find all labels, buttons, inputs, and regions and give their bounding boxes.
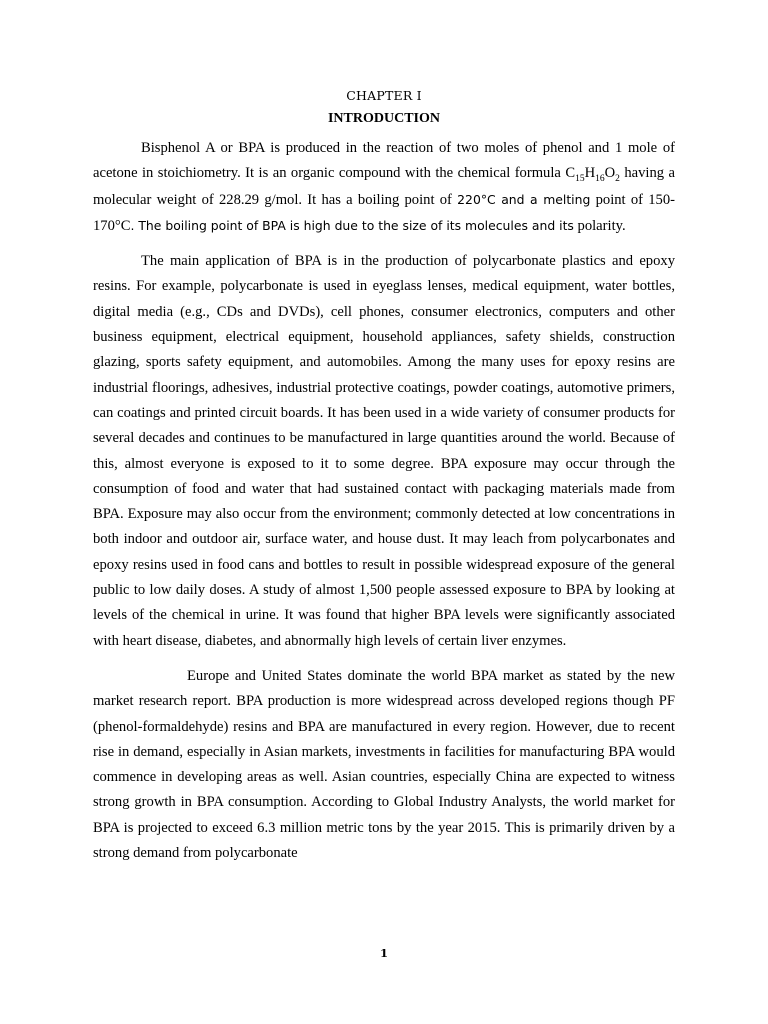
formula-oxygen: O — [604, 165, 616, 182]
formula-subscript-hydrogen: 16 — [595, 174, 605, 185]
formula-subscript-carbon: 15 — [575, 174, 585, 185]
paragraph-intro-text-f: polarity. — [573, 217, 626, 234]
document-page — [93, 86, 675, 866]
formula-subscript-oxygen: 2 — [615, 174, 620, 185]
paragraph-intro-text-a: Bisphenol A or BPA is produced in the reaction of two moles of phenol and 1 mole of acetone in stoichiometry. It is an organic compound with the chemical formula C — [93, 140, 675, 182]
formula-hydrogen: H — [584, 165, 596, 182]
chapter-title: INTRODUCTION — [327, 111, 440, 126]
paragraph-intro — [93, 136, 675, 239]
page-number: 1 — [379, 946, 388, 960]
paragraph-applications: The main application of BPA is in the production of polycarbonate plastics and epoxy resins. For example, polycarbonate is used in eyeglass lenses, medical equipment, water bottles, digital media (e.g., CDs and DVDs), cell phones, consumer electronics, computers and other business equipment, electrical equipment, household appliances, safety shields, construction glazing, sports safety equipment, and automobiles. Among the many uses for epoxy resins are industrial floorings, adhesives, industrial protective coatings, powder coatings, automotive primers, can coatings and printed circuit boards. It has been used in a wide variety of consumer products for several decades and continues to be manufactured in large quantities around the world. Because of this, almost everyone is exposed to it to some degree. BPA exposure may occur through the consumption of food and water that had sustained contact with packaging materials made from BPA. Exposure may also occur from the environment; commonly detected at low concentrations in both indoor and outdoor air, surface water, and house dust. It may leach from polycarbonates and epoxy resins used in food cans and bottles to result in possible widespread exposure of the general public to low daily doses. A study of almost 1,500 people assessed exposure to BPA by looking at levels of the chemical in urine. It was found that higher BPA levels were significantly associated with heart disease, diabetes, and abnormally high levels of certain liver enzymes. — [93, 253, 675, 649]
boiling-point-explanation: . The boiling point of BPA is high due to the size of its molecules and its — [130, 217, 574, 233]
boiling-point-value: 220°C and a melting — [457, 191, 591, 207]
paragraph-market: Europe and United States dominate the world BPA market as stated by the new market research report. BPA production is more widespread across developed regions though PF (phenol-formaldehyde) resins and BPA are manufactured in every region. However, due to recent rise in demand, especially in Asian markets, investments in facilities for manufacturing BPA would commence in developing areas as well. Asian countries, especially China are expected to witness strong growth in BPA consumption. According to Global Industry Analysts, the world market for BPA is projected to exceed 6.3 million metric tons by the year 2015. This is primarily driven by a strong demand from polycarbonate — [93, 667, 675, 862]
chapter-label: CHAPTER I — [346, 88, 422, 103]
melting-point-text: point of 150-170°C — [93, 191, 676, 234]
paragraph-intro-text-b: having a molecular weight of 228.29 g/mol. It has a boiling point of — [93, 165, 676, 208]
